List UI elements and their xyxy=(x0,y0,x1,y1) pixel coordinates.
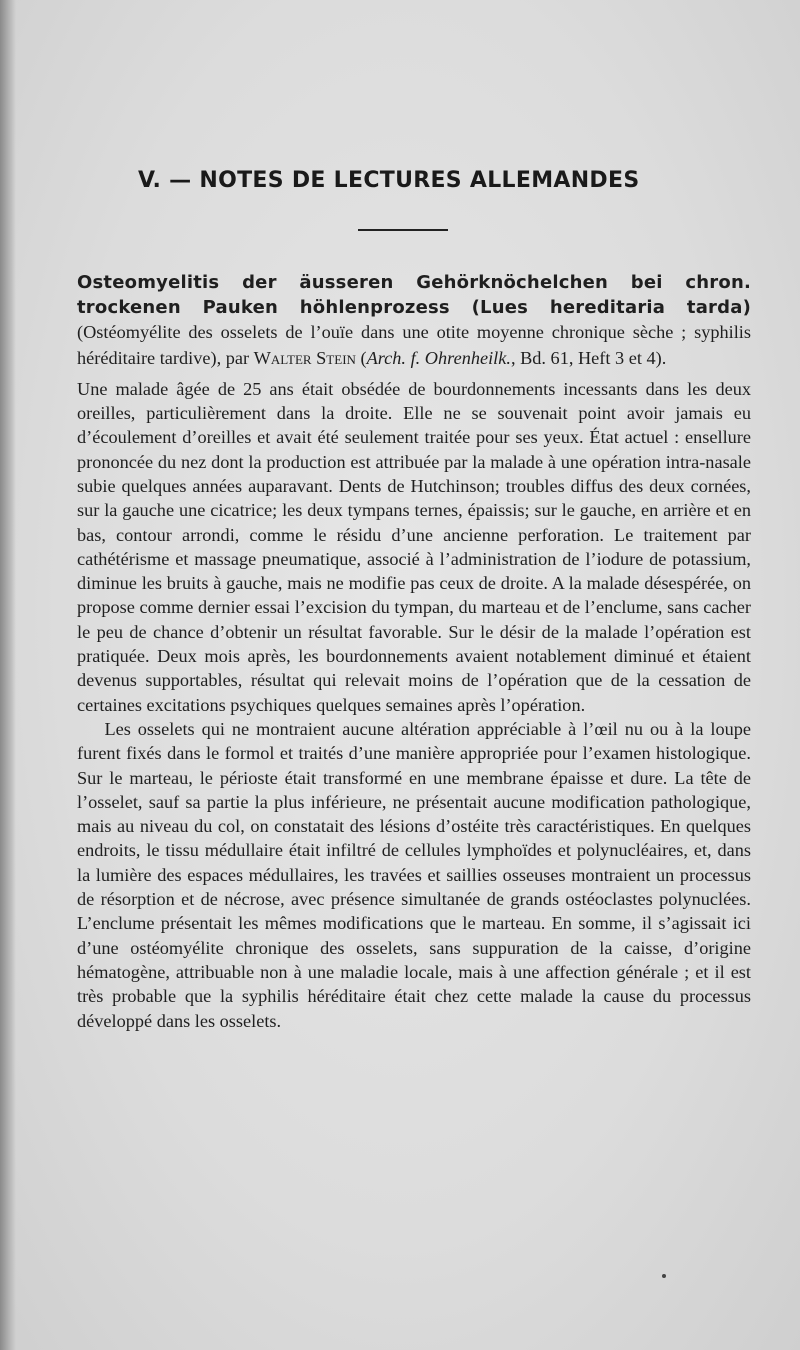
paragraph-case-history: Une malade âgée de 25 ans était obsédée de bourdonnements incessants dans les deux oreilles, particulièrement dans la droite. Elle ne se souvenait point avoir jamais eu d’écoulement d’oreilles et avait été seulement traitée pour ses yeux. État actuel : ensellure prononcée du nez dont la production est attribuée par la malade à une opération intra-nasale subie quelques années auparavant. Dents de Hutchinson; troubles diffus des deux cornées, sur la gauche une cicatrice; les deux tympans ternes, épaissis; sur le gauche, en arrière et en bas, contour arrondi, comme le résidu d’une ancienne perforation. Le traitement par cathétérisme et massage pneumatique, associé à l’administration de l’iodure de potassium, diminue les bruits à gauche, mais ne modifie pas ceux de droite. A la malade désespérée, on propose comme dernier essai l’excision du tympan, du marteau et de l’enclume, sans cacher le peu de chance d’obtenir un résultat favorable. Sur le désir de la malade l’opération est pratiquée. Deux mois après, les bourdonnements avaient notablement diminué et étaient devenus supportables, résultat qui relevait moins de l’opération que de la cessation de certaines excitations psychiques quelques semaines après l’opération. xyxy=(77,378,751,715)
article-author: Walter Stein xyxy=(253,347,356,368)
journal-name: Arch. f. Ohrenheilk. xyxy=(366,347,511,368)
article-header xyxy=(77,270,751,371)
heading-divider xyxy=(358,229,448,231)
paragraph-histology: Les osselets qui ne montraient aucune altération appréciable à l’œil nu ou à la loupe furent fixés dans le formol et traités d’une manière appropriée pour l’examen histologique. Sur le marteau, le périoste était transformé en une membrane épaisse et dure. La tête de l’osselet, sauf sa partie la plus inférieure, ne présentait aucune modification pathologique, mais au niveau du col, on constatait des lésions d’ostéite très caractéristiques. En quelques endroits, le tissu médullaire était infiltré de cellules lymphoïdes et polynucléaires, et, dans la lumière des espaces médullaires, les travées et saillies osseuses montraient un processus de résorption et de nécrose, avec présence simultanée de grands ostéoclastes polynuclées. L’enclume présentait les mêmes modifications que le marteau. En somme, il s’agissait ici d’une ostéomyélite chronique des osselets, sans suppuration de la caisse, d’origine hématogène, attribuable non à une maladie locale, mais à une affection générale ; et il est très probable que la syphilis héréditaire était chez cette malade la cause du processus développé dans les osselets. xyxy=(77,718,751,1031)
page-spine-shadow xyxy=(0,0,16,1350)
section-heading: V. — NOTES DE LECTURES ALLEMANDES xyxy=(138,168,640,193)
article-body xyxy=(77,270,751,1033)
citation-open: ( xyxy=(355,347,367,368)
print-speck xyxy=(662,1274,666,1278)
article-title-german: Osteomyelitis der äusseren Gehörknöchelchen bei chron. trockenen Pauken höhlenprozess (Lues hereditaria tarda) xyxy=(77,272,751,319)
article-title-french: (Ostéomyélite des osselets de l’ouïe dans une otite moyenne chronique sèche ; syphilis héréditaire tardive), par xyxy=(77,322,751,368)
citation-details: , Bd. 61, Heft 3 et 4). xyxy=(510,347,667,368)
